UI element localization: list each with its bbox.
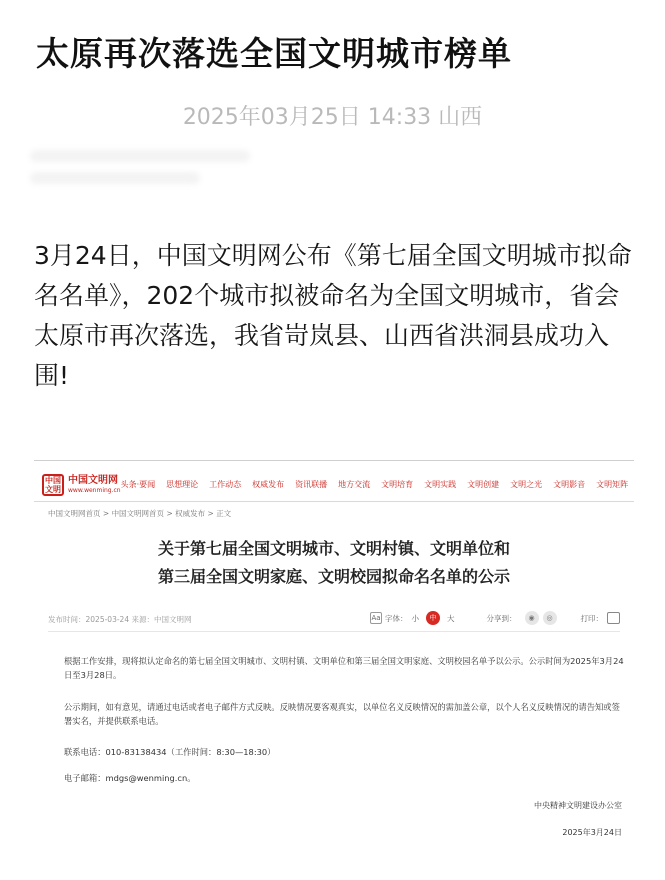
breadcrumb-item: 正文	[216, 509, 232, 518]
nav-item[interactable]: 思想理论	[166, 480, 199, 489]
font-size-icon: Aa	[371, 614, 381, 622]
breadcrumb-item[interactable]: 中国文明网首页	[48, 509, 101, 518]
doc-title-line1: 关于第七届全国文明城市、文明村镇、文明单位和	[157, 539, 510, 558]
nav-item[interactable]: 地方交流	[338, 480, 371, 489]
nav-item[interactable]: 权威发布	[252, 480, 285, 489]
contact-phone	[64, 745, 624, 759]
breadcrumb-item[interactable]: 权威发布	[175, 509, 206, 518]
notice-paragraph-2: 公示期间，如有意见，请通过电话或者电子邮件方式反映。反映情况要客观真实，以单位名义反映情况的需加盖公章，以个人名义反映情况的请告知或签署实名，并提供联系电话。	[64, 702, 620, 726]
nav-item[interactable]: 文明实践	[424, 480, 457, 489]
breadcrumb	[48, 508, 231, 519]
nav-item[interactable]: 文明创建	[467, 480, 500, 489]
meta-row	[48, 611, 620, 627]
nav-item[interactable]: 文明培育	[381, 480, 414, 489]
seal-icon: 中国文明	[42, 474, 64, 496]
logo-url: www.wenming.cn	[68, 486, 121, 494]
font-small-button[interactable]: 小	[411, 613, 419, 623]
wechat-icon[interactable]: ◉	[525, 611, 539, 625]
nav-item[interactable]: 头条·要闻	[120, 480, 156, 489]
email-value[interactable]: mdgs@wenming.cn。	[105, 773, 196, 783]
article-lead: 3月24日，中国文明网公布《第七届全国文明城市拟命名名单》，202个城市拟被命名为全国文明城市，省会太原市再次落选，我省岢岚县、山西省洪洞县成功入围!	[34, 241, 632, 390]
breadcrumb-separator: >	[164, 509, 176, 518]
share-label: 分享到：	[486, 613, 517, 623]
publish-info: 发布时间：2025-03-24 来源：中国文明网	[48, 615, 192, 624]
font-large-button[interactable]: 大	[447, 613, 455, 623]
nav-item[interactable]: 资讯联播	[295, 480, 328, 489]
blurred-area	[30, 150, 290, 200]
contact-email	[64, 771, 624, 785]
font-label: 字体：	[385, 613, 408, 623]
notice-paragraph-1: 根据工作安排，现将拟认定命名的第七届全国文明城市、文明村镇、文明单位和第三届全国文明家庭、文明校园名单予以公示。公示时间为2025年3月24日至3月28日。	[64, 656, 624, 680]
article-byline: 2025年03月25日 14:33 山西	[182, 105, 483, 130]
nav-item[interactable]: 文明影音	[553, 480, 586, 489]
article-title: 太原再次落选全国文明城市榜单	[36, 34, 512, 73]
logo-name: 中国文明网	[68, 474, 118, 486]
breadcrumb-separator: >	[100, 509, 112, 518]
contact-phone-value: 010-83138434（工作时间：8:30—18:30）	[105, 747, 276, 757]
nav-item[interactable]: 文明之光	[510, 480, 543, 489]
doc-title-line2: 第三届全国文明家庭、文明校园拟命名名单的公示	[157, 567, 510, 586]
nav-items	[121, 479, 640, 490]
print-icon[interactable]	[607, 612, 620, 624]
contact-phone-label: 联系电话：	[64, 747, 106, 757]
font-medium-button[interactable]: 中	[426, 611, 440, 625]
site-navbar	[34, 468, 634, 502]
weibo-icon[interactable]: ◎	[543, 611, 557, 625]
site-logo[interactable]	[42, 474, 121, 496]
nav-item[interactable]: 工作动态	[209, 480, 242, 489]
email-label: 电子邮箱：	[64, 773, 106, 783]
embedded-webpage-screenshot	[34, 460, 634, 865]
nav-item[interactable]: 文明矩阵	[596, 480, 629, 489]
sign-date: 2025年3月24日	[562, 828, 622, 837]
breadcrumb-separator: >	[205, 509, 217, 518]
print-label: 打印：	[580, 613, 603, 623]
signature: 中央精神文明建设办公室	[534, 801, 622, 810]
breadcrumb-item[interactable]: 中国文明网首页	[111, 509, 165, 518]
